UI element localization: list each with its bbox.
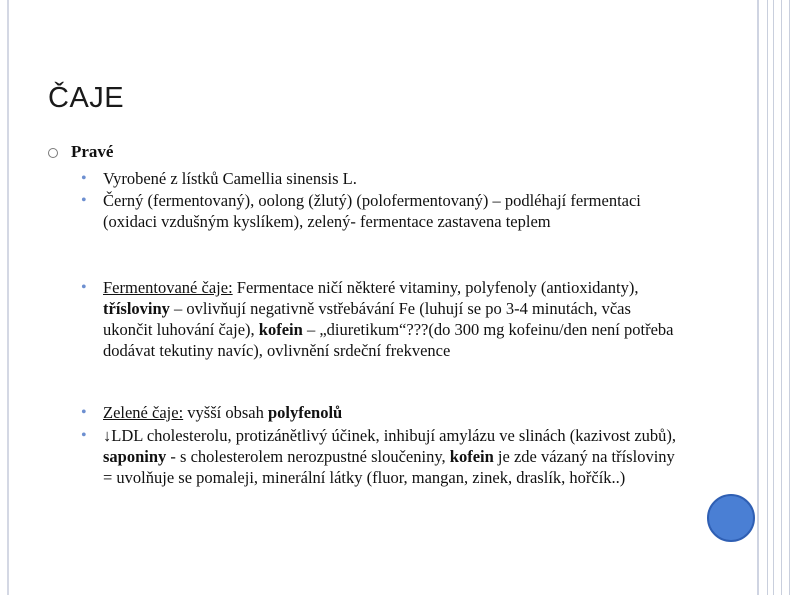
bullet-icon: •: [81, 427, 87, 444]
bullet-icon: •: [81, 404, 87, 421]
frame-line: [781, 0, 782, 595]
item-bold: kofein: [449, 447, 494, 466]
item-bold: kofein: [258, 320, 303, 339]
item-bold: polyfenolů: [267, 403, 343, 422]
item-label: Zelené čaje:: [103, 403, 184, 422]
item-text: Fermentace ničí některé vitaminy, polyfenoly (antioxidanty),: [232, 278, 639, 297]
section-heading: Pravé: [71, 142, 114, 161]
frame-line: [767, 0, 768, 595]
item-text: Vyrobené z lístků Camellia sinensis L.: [103, 169, 357, 188]
list-item: [81, 277, 683, 361]
item-label: Fermentované čaje:: [103, 278, 233, 297]
frame-line: [773, 0, 774, 595]
frame-line: [789, 0, 790, 595]
item-text: je zde vázaný na třísloviny = uvolňuje se pomaleji, minerální látky (fluor, mangan, zinek, draslík, hořčík..): [103, 447, 675, 487]
list-item: [81, 425, 683, 488]
item-bold: saponiny: [103, 447, 167, 466]
slide-title: ČAJE: [48, 82, 125, 114]
item-text: - s cholesterolem nerozpustné sloučeniny,: [166, 447, 450, 466]
list-item: [81, 190, 688, 232]
item-text: – ovlivňují negativně vstřebávání Fe (luhují se po 3-4 minutách, včas ukončit luhování čaje),: [103, 299, 631, 339]
list-item: [81, 168, 703, 189]
item-text: – „diuretikum“???(do 300 mg kofeinu/den není potřeba dodávat tekutiny navíc), ovlivnění srdeční frekvence: [103, 320, 674, 360]
item-text: vyšší obsah: [183, 403, 268, 422]
item-text: ↓LDL cholesterolu, protizánětlivý účinek, inhibují amylázu ve slinách (kazivost zubů),: [103, 426, 677, 445]
bullet-icon: •: [81, 279, 87, 296]
decorative-circle: [707, 494, 755, 542]
circle-bullet-icon: [48, 148, 58, 158]
bullet-icon: •: [81, 192, 87, 209]
list-item: [81, 402, 703, 423]
bullet-icon: •: [81, 170, 87, 187]
right-decorative-frame: [757, 0, 794, 595]
item-bold: třísloviny: [103, 299, 170, 318]
left-border-line: [7, 0, 9, 595]
item-text: Černý (fermentovaný), oolong (žlutý) (polofermentovaný) – podléhají fermentaci (oxidaci vzdušným kyslíkem), zelený- fermentace zastavena teplem: [103, 191, 641, 231]
